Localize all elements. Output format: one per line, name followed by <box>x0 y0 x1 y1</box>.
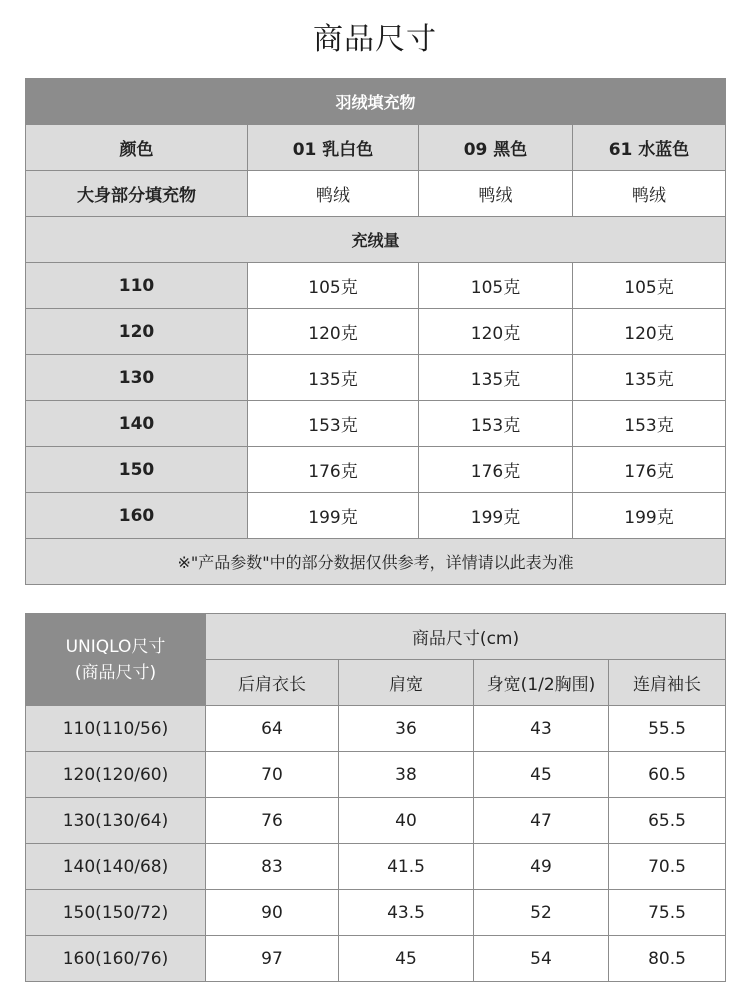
fill-amount-value: 153克 <box>419 401 573 447</box>
size-label: 110(110/56) <box>26 706 206 752</box>
fill-amount-value: 199克 <box>248 493 419 539</box>
filling-value: 鸭绒 <box>248 171 419 217</box>
color-label: 颜色 <box>26 125 248 171</box>
size-label: 120(120/60) <box>26 752 206 798</box>
measurement-value: 90 <box>206 890 339 936</box>
table-row <box>26 309 726 355</box>
fill-amount-title: 充绒量 <box>26 217 726 263</box>
table-row <box>26 493 726 539</box>
fill-amount-value: 120克 <box>573 309 726 355</box>
table-row <box>26 936 726 982</box>
size-label: 130 <box>26 355 248 401</box>
column-header: 身宽(1/2胸围) <box>474 660 609 706</box>
table-row <box>26 752 726 798</box>
size-chart-table <box>25 613 726 982</box>
fill-amount-value: 176克 <box>248 447 419 493</box>
measurement-value: 55.5 <box>609 706 726 752</box>
size-label: 110 <box>26 263 248 309</box>
group-header: 商品尺寸(cm) <box>206 614 726 660</box>
measurement-value: 97 <box>206 936 339 982</box>
fill-amount-value: 105克 <box>419 263 573 309</box>
filling-value: 鸭绒 <box>573 171 726 217</box>
filling-value: 鸭绒 <box>419 171 573 217</box>
reference-note: ※"产品参数"中的部分数据仅供参考，详情请以此表为准 <box>26 539 726 585</box>
fill-amount-value: 153克 <box>573 401 726 447</box>
table-row <box>26 890 726 936</box>
measurement-value: 41.5 <box>339 844 474 890</box>
measurement-value: 60.5 <box>609 752 726 798</box>
column-header: 肩宽 <box>339 660 474 706</box>
corner-line-1: UNIQLO尺寸 <box>65 636 166 657</box>
fill-amount-value: 176克 <box>419 447 573 493</box>
size-label: 120 <box>26 309 248 355</box>
corner-line-2: (商品尺寸) <box>74 662 157 683</box>
table-row <box>26 355 726 401</box>
table-row <box>26 447 726 493</box>
measurement-value: 76 <box>206 798 339 844</box>
size-label: 160 <box>26 493 248 539</box>
size-label: 150(150/72) <box>26 890 206 936</box>
fill-amount-value: 120克 <box>248 309 419 355</box>
table-row <box>26 798 726 844</box>
measurement-value: 65.5 <box>609 798 726 844</box>
measurement-value: 40 <box>339 798 474 844</box>
measurement-value: 38 <box>339 752 474 798</box>
column-header: 后肩衣长 <box>206 660 339 706</box>
measurement-value: 75.5 <box>609 890 726 936</box>
fill-amount-value: 135克 <box>248 355 419 401</box>
page-title: 商品尺寸 <box>313 22 437 57</box>
measurement-value: 45 <box>339 936 474 982</box>
measurement-value: 49 <box>474 844 609 890</box>
fill-amount-value: 135克 <box>419 355 573 401</box>
measurement-value: 83 <box>206 844 339 890</box>
fill-amount-value: 199克 <box>573 493 726 539</box>
color-header: 61 水蓝色 <box>573 125 726 171</box>
measurement-value: 36 <box>339 706 474 752</box>
column-header: 连肩袖长 <box>609 660 726 706</box>
size-label: 150 <box>26 447 248 493</box>
table-row <box>26 263 726 309</box>
color-header: 09 黑色 <box>419 125 573 171</box>
measurement-value: 64 <box>206 706 339 752</box>
fill-amount-value: 153克 <box>248 401 419 447</box>
table-row <box>26 844 726 890</box>
fill-amount-value: 105克 <box>248 263 419 309</box>
table-row <box>26 401 726 447</box>
fill-amount-value: 105克 <box>573 263 726 309</box>
measurement-value: 43 <box>474 706 609 752</box>
fill-amount-value: 199克 <box>419 493 573 539</box>
fill-amount-value: 135克 <box>573 355 726 401</box>
measurement-value: 54 <box>474 936 609 982</box>
table-row <box>26 706 726 752</box>
color-header: 01 乳白色 <box>248 125 419 171</box>
measurement-value: 70.5 <box>609 844 726 890</box>
down-filling-table <box>25 78 726 585</box>
size-corner-header <box>26 614 206 706</box>
measurement-value: 80.5 <box>609 936 726 982</box>
filling-table-title: 羽绒填充物 <box>26 79 726 125</box>
fill-amount-value: 176克 <box>573 447 726 493</box>
measurement-value: 43.5 <box>339 890 474 936</box>
measurement-value: 45 <box>474 752 609 798</box>
measurement-value: 70 <box>206 752 339 798</box>
size-label: 160(160/76) <box>26 936 206 982</box>
size-label: 130(130/64) <box>26 798 206 844</box>
measurement-value: 47 <box>474 798 609 844</box>
filling-label: 大身部分填充物 <box>26 171 248 217</box>
size-label: 140(140/68) <box>26 844 206 890</box>
size-label: 140 <box>26 401 248 447</box>
fill-amount-value: 120克 <box>419 309 573 355</box>
measurement-value: 52 <box>474 890 609 936</box>
